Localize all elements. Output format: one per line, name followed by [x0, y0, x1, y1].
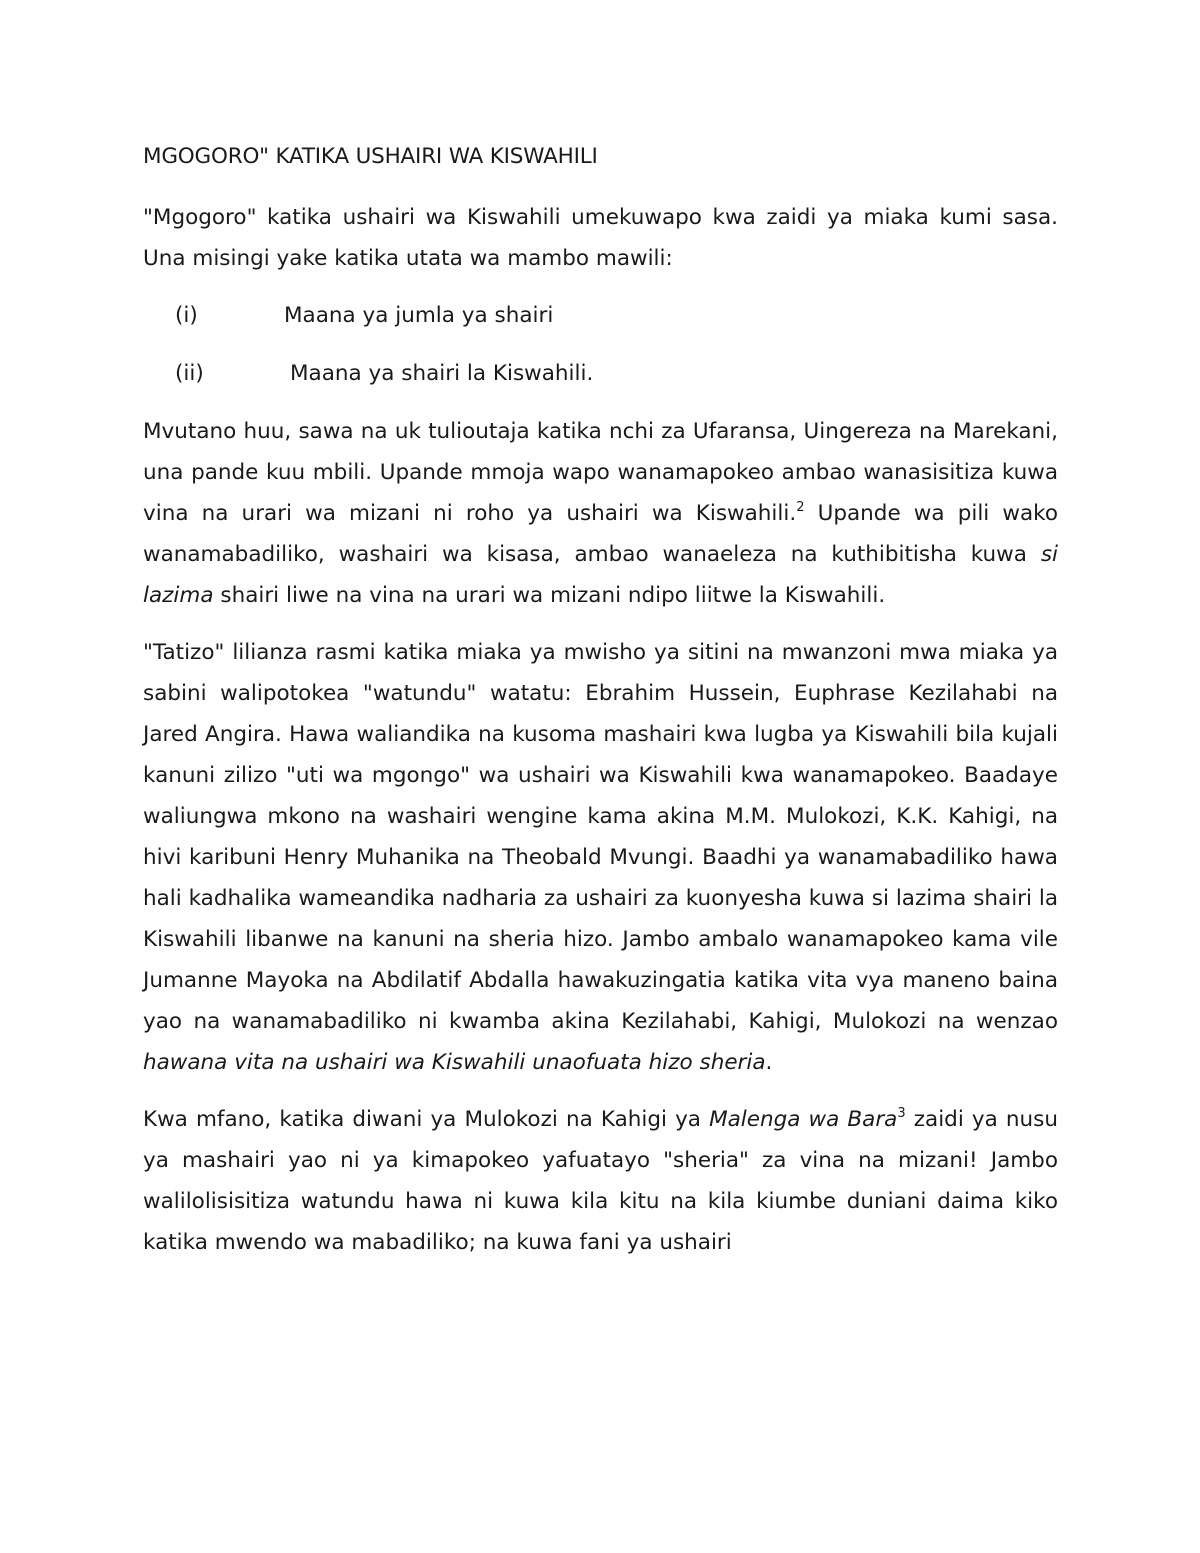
paragraph-text: "Tatizo" lilianza rasmi katika miaka ya mwisho ya sitini na mwanzoni mwa miaka ya sabini walipotokea "watundu" watatu: Ebrahim Hussein, Euphrase Kezilahabi na Jared Angira. Hawa waliandika na kusoma mashairi kwa lugba ya Kiswahili bila kujali kanuni zilizo "uti wa mgongo" wa ushairi wa Kiswahili kwa wanamapokeo. Baadaye waliungwa mkono na washairi wengine kama akina M.M. Mulokozi, K.K. Kahigi, na hivi karibuni Henry Muhanika na Theobald Mvungi. Baadhi ya wanamabadiliko hawa hali kadhalika wameandika nadharia za ushairi za kuonyesha kuwa si lazima shairi la Kiswahili libanwe na kanuni na sheria hizo. Jambo ambalo wanamapokeo kama vile Jumanne Mayoka na Abdilatif Abdalla hawakuzingatia katika vita vya maneno baina yao na wanamabadiliko ni kwamba akina Kezilahabi, Kahigi, Mulokozi na wenzao [143, 640, 1058, 1034]
document-body [143, 136, 1058, 1279]
list-item [143, 295, 1058, 336]
paragraph-text: shairi liwe na vina na urari wa mizani ndipo liitwe la Kiswahili. [213, 583, 886, 608]
paragraph-text: . [765, 1050, 773, 1075]
book-title: Malenga wa Bara [709, 1107, 898, 1132]
list-item-text: Maana ya jumla ya shairi [284, 303, 554, 328]
document-title: MGOGORO" KATIKA USHAIRI WA KISWAHILI [143, 144, 598, 169]
paragraph-kwa-mfano [143, 1099, 1058, 1263]
list-item-number: (i) [175, 303, 198, 328]
list-item-number: (ii) [175, 361, 204, 386]
footnote-marker: 2 [796, 500, 805, 515]
footnote-marker: 3 [897, 1106, 906, 1121]
emphasis-text: hawana vita na ushairi wa Kiswahili unaofuata hizo sheria [143, 1050, 766, 1075]
paragraph-text: Kwa mfano, katika diwani ya Mulokozi na Kahigi ya [143, 1107, 710, 1132]
paragraph-text: Upande wa pili wako wanamabadiliko, washairi wa kisasa, ambao wanaeleza na kuthibitisha kuwa [143, 501, 1058, 567]
paragraph-text: Mvutano huu, sawa na uk tulioutaja katika nchi za Ufaransa, Uingereza na Marekani, una pande kuu mbili. Upande mmoja wapo wanamapokeo ambao wanasisitiza kuwa vina na urari wa mizani ni roho ya ushairi wa Kiswahili. [143, 419, 1058, 526]
list-item-text: Maana ya shairi la Kiswahili. [290, 361, 594, 386]
paragraph-mvutano [143, 411, 1058, 616]
intro-paragraph: "Mgogoro" katika ushairi wa Kiswahili umekuwapo kwa zaidi ya miaka kumi sasa. Una misingi yake katika utata wa mambo mawili: [143, 205, 1058, 271]
list-item [143, 353, 1058, 394]
paragraph-text: zaidi ya nusu ya mashairi yao ni ya kimapokeo yafuatayo "sheria" za vina na mizani! Jambo walilolisisitiza watundu hawa ni kuwa kila kitu na kila kiumbe duniani daima kiko katika mwendo wa mabadiliko; na kuwa fani ya ushairi [143, 1107, 1058, 1255]
paragraph-tatizo [143, 632, 1058, 1083]
emphasis-text: si lazima [143, 542, 1058, 608]
